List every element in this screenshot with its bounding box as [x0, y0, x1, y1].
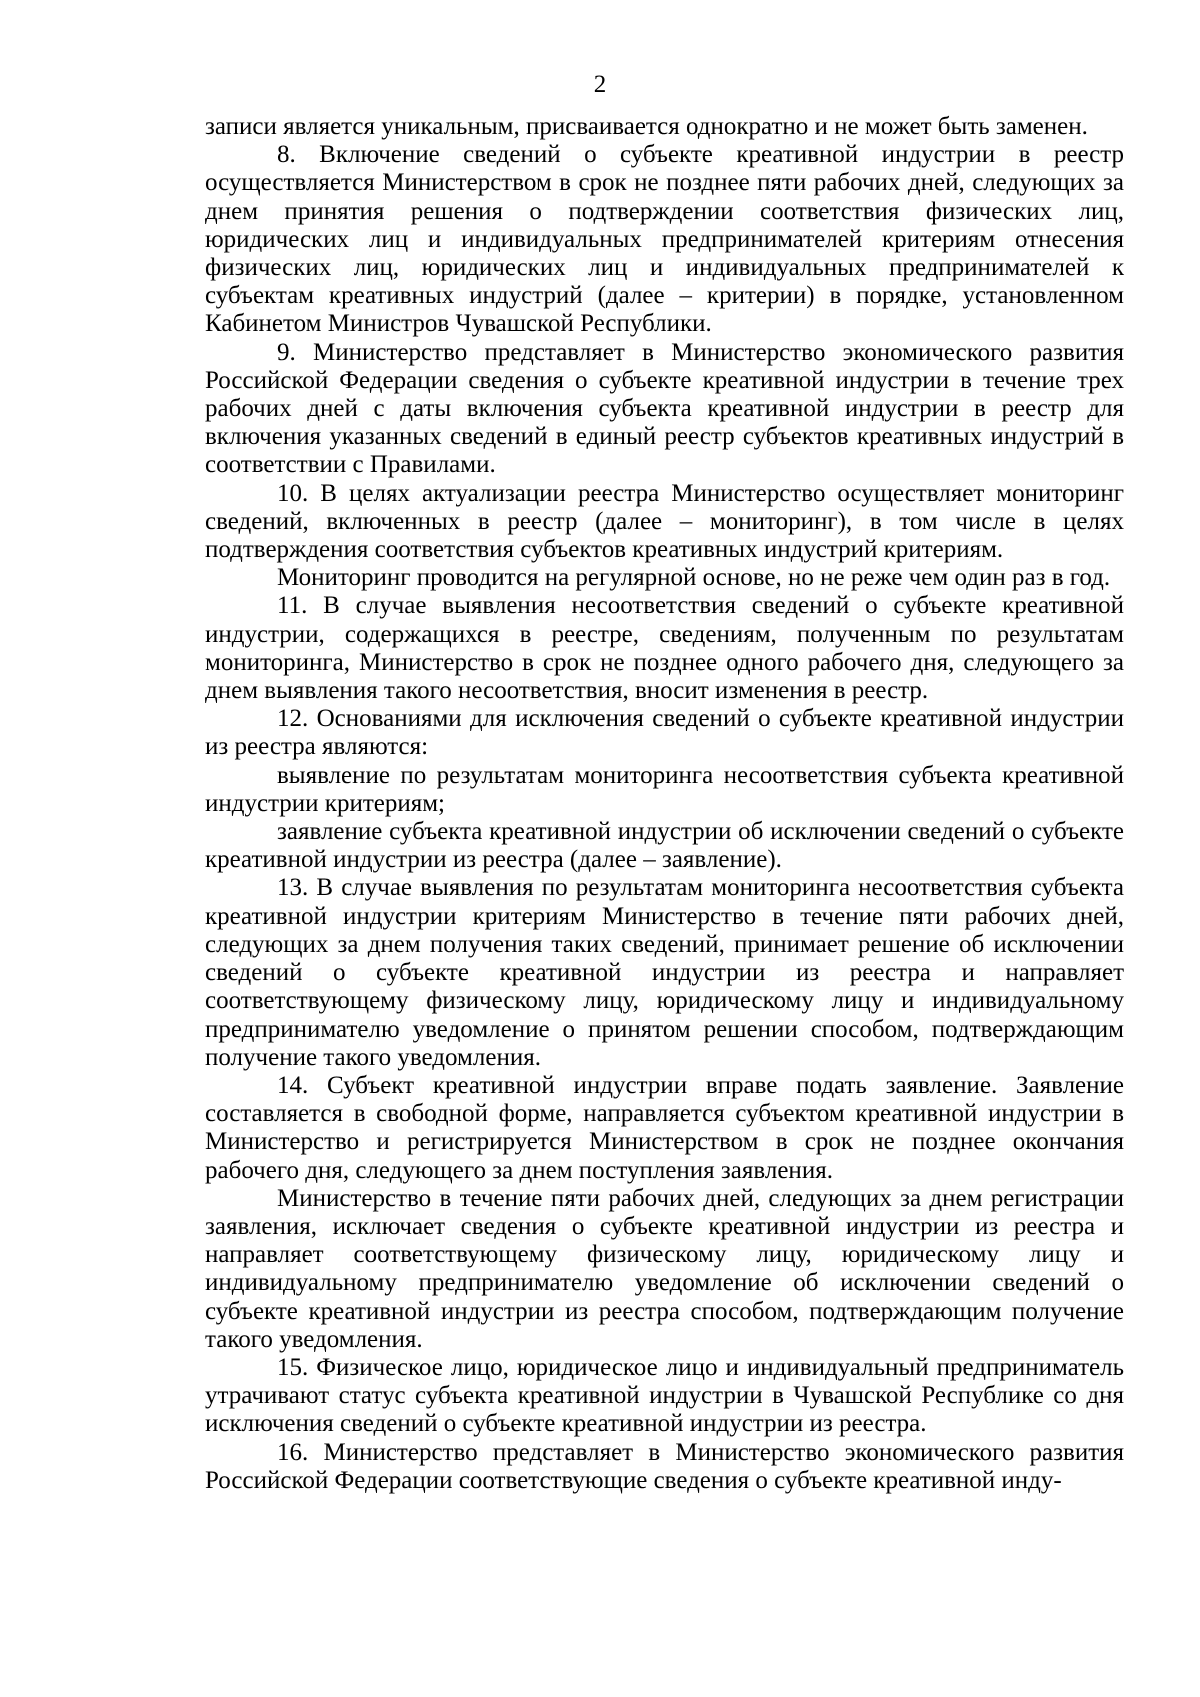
paragraph-item-16: 16. Министерство представляет в Министерство экономического развития Российской Федерации соответствующие сведения о субъекте креативной инду- [205, 1438, 1124, 1494]
paragraph-ground-application: заявление субъекта креативной индустрии об исключении сведений о субъекте креативной индустрии из реестра (далее – заявление). [205, 818, 1124, 874]
paragraph-item-14: 14. Субъект креативной индустрии вправе подать заявление. Заявление составляется в свободной форме, направляется субъектом креативной индустрии в Министерство и регистрируется Министерством в срок не позднее окончания рабочего дня, следующего за днем поступления заявления. [205, 1071, 1124, 1184]
page-number: 2 [593, 71, 607, 98]
paragraph-item-14-continued: Министерство в течение пяти рабочих дней, следующих за днем регистрации заявления, исключает сведения о субъекте креативной индустрии из реестра и направляет соответствующему физическому лицу, юридическому лицу и индивидуальному предпринимателю уведомление об исключении сведений о субъекте креативной индустрии из реестра способом, подтверждающим получение такого уведомления. [205, 1184, 1124, 1353]
paragraph-item-10: 10. В целях актуализации реестра Министерство осуществляет мониторинг сведений, включенных в реестр (далее – мониторинг), в том числе в целях подтверждения соответствия субъектов креативных индустрий критериям. [205, 479, 1124, 564]
document-body [205, 113, 1124, 1495]
paragraph-continuation: записи является уникальным, присваивается однократно и не может быть заменен. [205, 113, 1088, 140]
paragraph-item-11: 11. В случае выявления несоответствия сведений о субъекте креативной индустрии, содержащихся в реестре, сведениям, полученным по результатам мониторинга, Министерство в срок не позднее одного рабочего дня, следующего за днем выявления такого несоответствия, вносит изменения в реестр. [205, 592, 1124, 705]
paragraph-item-9: 9. Министерство представляет в Министерство экономического развития Российской Федерации сведения о субъекте креативной индустрии в течение трех рабочих дней с даты включения субъекта креативной индустрии в реестр для включения указанных сведений в единый реестр субъектов креативных индустрий в соответствии с Правилами. [205, 338, 1124, 479]
paragraph-item-12: 12. Основаниями для исключения сведений о субъекте креативной индустрии из реестра являются: [205, 705, 1124, 761]
paragraph-item-8: 8. Включение сведений о субъекте креативной индустрии в реестр осуществляется Министерством в срок не позднее пяти рабочих дней, следующих за днем принятия решения о подтверждении соответствия физических лиц, юридических лиц и индивидуальных предпринимателей критериям отнесения физических лиц, юридических лиц и индивидуальных предпринимателей к субъектам креативных индустрий (далее – критерии) в порядке, установленном Кабинетом Министров Чувашской Республики. [205, 141, 1124, 338]
paragraph-item-15: 15. Физическое лицо, юридическое лицо и индивидуальный предприниматель утрачивают статус субъекта креативной индустрии в Чувашской Республике со дня исключения сведений о субъекте креативной индустрии из реестра. [205, 1353, 1124, 1438]
paragraph-item-13: 13. В случае выявления по результатам мониторинга несоответствия субъекта креативной индустрии критериям Министерство в течение пяти рабочих дней, следующих за днем получения таких сведений, принимает решение об исключении сведений о субъекте креативной индустрии из реестра и направляет соответствующему физическому лицу, юридическому лицу и индивидуальному предпринимателю уведомление о принятом решении способом, подтверждающим получение такого уведомления. [205, 874, 1124, 1071]
paragraph-monitoring-frequency: Мониторинг проводится на регулярной основе, но не реже чем один раз в год. [277, 564, 1111, 592]
paragraph-ground-monitoring: выявление по результатам мониторинга несоответствия субъекта креативной индустрии критериям; [205, 761, 1124, 817]
